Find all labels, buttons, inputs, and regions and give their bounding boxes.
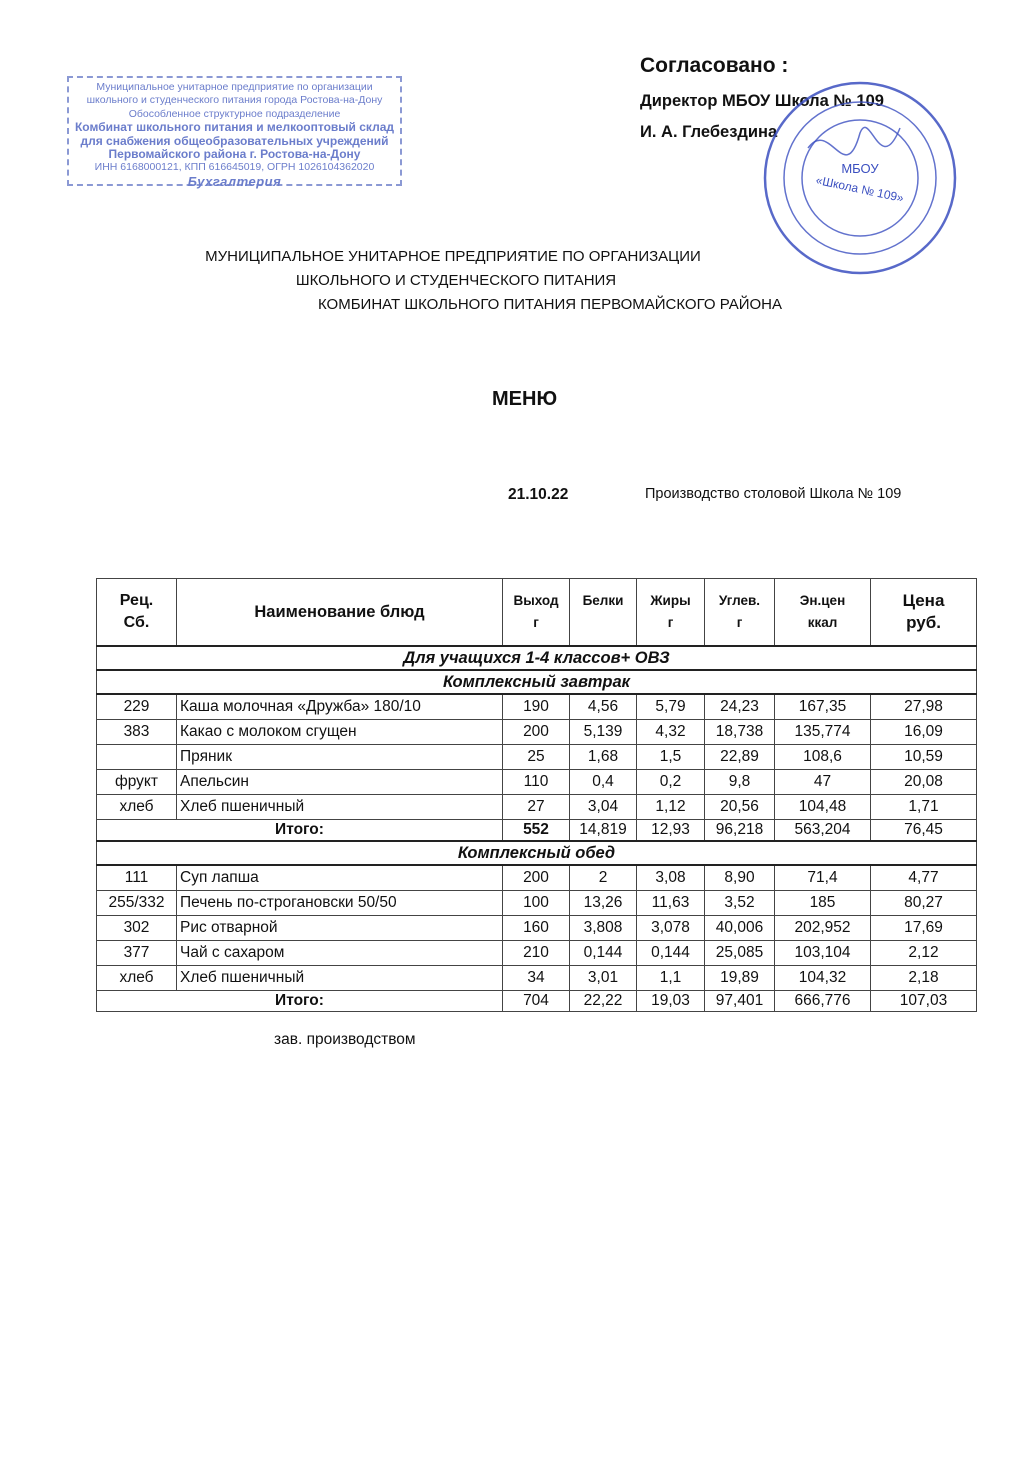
stamp-line: Первомайского района г. Ростова-на-Дону: [108, 147, 361, 162]
table-row: [97, 745, 977, 770]
total-carbs-cell: 97,401: [705, 991, 775, 1012]
yield-cell: 210: [503, 941, 570, 966]
total-price-cell: 107,03: [871, 991, 977, 1012]
recipe-cell: хлеб: [97, 966, 177, 991]
stamp-line: Муниципальное унитарное предприятие по организации: [96, 81, 373, 93]
stamp-line: для снабжения общеобразовательных учреждений: [80, 133, 389, 148]
dish-name-cell: Апельсин: [177, 770, 503, 795]
carbs-cell: 3,52: [705, 891, 775, 916]
section-row-breakfast: [97, 670, 977, 694]
menu-table: [96, 578, 977, 1012]
price-cell: 2,12: [871, 941, 977, 966]
seal-center-bottom: «Школа № 109»: [814, 172, 905, 206]
yield-cell: 190: [503, 694, 570, 720]
fat-cell: 3,08: [637, 865, 705, 891]
dish-name-cell: Печень по-строгановски 50/50: [177, 891, 503, 916]
price-cell: 20,08: [871, 770, 977, 795]
fat-cell: 1,5: [637, 745, 705, 770]
total-yield-cell: 552: [503, 820, 570, 842]
fat-cell: 0,2: [637, 770, 705, 795]
table-row: [97, 891, 977, 916]
stamp-line: ИНН 6168000121, КПП 616645019, ОГРН 1026104362020: [94, 161, 375, 174]
protein-cell: 2: [570, 865, 637, 891]
recipe-cell: хлеб: [97, 795, 177, 820]
energy-cell: 185: [775, 891, 871, 916]
recipe-cell: 377: [97, 941, 177, 966]
header-yield: Выход г: [503, 579, 570, 647]
energy-cell: 103,104: [775, 941, 871, 966]
price-cell: 80,27: [871, 891, 977, 916]
header-price: Цена руб.: [871, 579, 977, 647]
price-cell: 27,98: [871, 694, 977, 720]
fat-cell: 3,078: [637, 916, 705, 941]
carbs-cell: 9,8: [705, 770, 775, 795]
table-row: [97, 694, 977, 720]
protein-cell: 3,01: [570, 966, 637, 991]
energy-cell: 104,32: [775, 966, 871, 991]
total-energy-cell: 666,776: [775, 991, 871, 1012]
total-yield-cell: 704: [503, 991, 570, 1012]
protein-cell: 5,139: [570, 720, 637, 745]
table-row: [97, 966, 977, 991]
stamp-line: школьного и студенческого питания города Ростова-на-Дону: [86, 94, 383, 107]
total-label: Итого:: [97, 820, 503, 842]
header-carbs: Углев. г: [705, 579, 775, 647]
carbs-cell: 20,56: [705, 795, 775, 820]
recipe-cell: 255/332: [97, 891, 177, 916]
table-row: [97, 720, 977, 745]
header-recipe: Рец. Сб.: [97, 579, 177, 647]
energy-cell: 71,4: [775, 865, 871, 891]
total-row: [97, 991, 977, 1012]
header-dish-name: Наименование блюд: [177, 579, 503, 647]
price-cell: 1,71: [871, 795, 977, 820]
fat-cell: 1,12: [637, 795, 705, 820]
section-row-lunch: [97, 841, 977, 865]
carbs-cell: 19,89: [705, 966, 775, 991]
energy-cell: 135,774: [775, 720, 871, 745]
recipe-cell: 229: [97, 694, 177, 720]
yield-cell: 200: [503, 865, 570, 891]
dish-name-cell: Хлеб пшеничный: [177, 795, 503, 820]
group-title: Для учащихся 1-4 классов+ ОВЗ: [97, 646, 977, 670]
org-line-3: КОМБИНАТ ШКОЛЬНОГО ПИТАНИЯ ПЕРВОМАЙСКОГО РАЙОНА: [317, 296, 783, 313]
fat-cell: 11,63: [637, 891, 705, 916]
breakfast-items: [97, 694, 977, 841]
table-row: [97, 770, 977, 795]
carbs-cell: 40,006: [705, 916, 775, 941]
section-title-breakfast: Комплексный завтрак: [97, 670, 977, 694]
carbs-cell: 8,90: [705, 865, 775, 891]
fat-cell: 0,144: [637, 941, 705, 966]
yield-cell: 160: [503, 916, 570, 941]
table-header-row: [97, 579, 977, 647]
price-cell: 10,59: [871, 745, 977, 770]
yield-cell: 100: [503, 891, 570, 916]
approval-name: И. А. Глебездина: [640, 123, 778, 141]
page-title: МЕНЮ: [492, 388, 558, 410]
total-fat-cell: 12,93: [637, 820, 705, 842]
yield-cell: 110: [503, 770, 570, 795]
total-energy-cell: 563,204: [775, 820, 871, 842]
recipe-cell: 111: [97, 865, 177, 891]
table-row: [97, 865, 977, 891]
protein-cell: 3,04: [570, 795, 637, 820]
table-row: [97, 916, 977, 941]
seal-center-top: МБОУ: [841, 161, 879, 176]
energy-cell: 202,952: [775, 916, 871, 941]
accounting-stamp: [67, 76, 402, 189]
price-cell: 17,69: [871, 916, 977, 941]
header-protein: Белки: [570, 579, 637, 647]
protein-cell: 1,68: [570, 745, 637, 770]
total-price-cell: 76,45: [871, 820, 977, 842]
carbs-cell: 18,738: [705, 720, 775, 745]
protein-cell: 0,4: [570, 770, 637, 795]
dish-name-cell: Каша молочная «Дружба» 180/10: [177, 694, 503, 720]
price-cell: 4,77: [871, 865, 977, 891]
dish-name-cell: Пряник: [177, 745, 503, 770]
protein-cell: 0,144: [570, 941, 637, 966]
fat-cell: 5,79: [637, 694, 705, 720]
total-protein-cell: 14,819: [570, 820, 637, 842]
table-row: [97, 941, 977, 966]
dish-name-cell: Хлеб пшеничный: [177, 966, 503, 991]
stamp-department: Бухгалтерия: [187, 173, 282, 189]
yield-cell: 200: [503, 720, 570, 745]
total-fat-cell: 19,03: [637, 991, 705, 1012]
recipe-cell: фрукт: [97, 770, 177, 795]
protein-cell: 4,56: [570, 694, 637, 720]
dish-name-cell: Рис отварной: [177, 916, 503, 941]
approval-title: Согласовано :: [640, 54, 789, 77]
protein-cell: 3,808: [570, 916, 637, 941]
price-cell: 16,09: [871, 720, 977, 745]
energy-cell: 104,48: [775, 795, 871, 820]
dish-name-cell: Какао с молоком сгущен: [177, 720, 503, 745]
energy-cell: 108,6: [775, 745, 871, 770]
production-label: Производство столовой Школа № 109: [645, 486, 902, 502]
total-protein-cell: 22,22: [570, 991, 637, 1012]
yield-cell: 25: [503, 745, 570, 770]
stamp-line: Комбинат школьного питания и мелкооптовый склад: [74, 120, 394, 135]
carbs-cell: 25,085: [705, 941, 775, 966]
fat-cell: 4,32: [637, 720, 705, 745]
price-cell: 2,18: [871, 966, 977, 991]
yield-cell: 27: [503, 795, 570, 820]
carbs-cell: 22,89: [705, 745, 775, 770]
protein-cell: 13,26: [570, 891, 637, 916]
fat-cell: 1,1: [637, 966, 705, 991]
dish-name-cell: Суп лапша: [177, 865, 503, 891]
carbs-cell: 24,23: [705, 694, 775, 720]
table-row: [97, 795, 977, 820]
section-title-lunch: Комплексный обед: [97, 841, 977, 865]
energy-cell: 47: [775, 770, 871, 795]
org-line-1: МУНИЦИПАЛЬНОЕ УНИТАРНОЕ ПРЕДПРИЯТИЕ ПО ОРГАНИЗАЦИИ: [205, 248, 701, 265]
approval-position: Директор МБОУ Школа № 109: [640, 92, 884, 110]
header-energy: Эн.цен ккал: [775, 579, 871, 647]
total-label: Итого:: [97, 991, 503, 1012]
recipe-cell: [97, 745, 177, 770]
org-line-2: ШКОЛЬНОГО И СТУДЕНЧЕСКОГО ПИТАНИЯ: [295, 272, 617, 289]
stamp-line: Обособленное структурное подразделение: [128, 107, 341, 120]
header-fat: Жиры г: [637, 579, 705, 647]
recipe-cell: 383: [97, 720, 177, 745]
total-carbs-cell: 96,218: [705, 820, 775, 842]
recipe-cell: 302: [97, 916, 177, 941]
total-row: [97, 820, 977, 842]
lunch-items: [97, 865, 977, 1012]
dish-name-cell: Чай с сахаром: [177, 941, 503, 966]
menu-date: 21.10.22: [508, 486, 569, 503]
group-row: [97, 646, 977, 670]
signature-label: зав. производством: [274, 1031, 416, 1048]
energy-cell: 167,35: [775, 694, 871, 720]
yield-cell: 34: [503, 966, 570, 991]
